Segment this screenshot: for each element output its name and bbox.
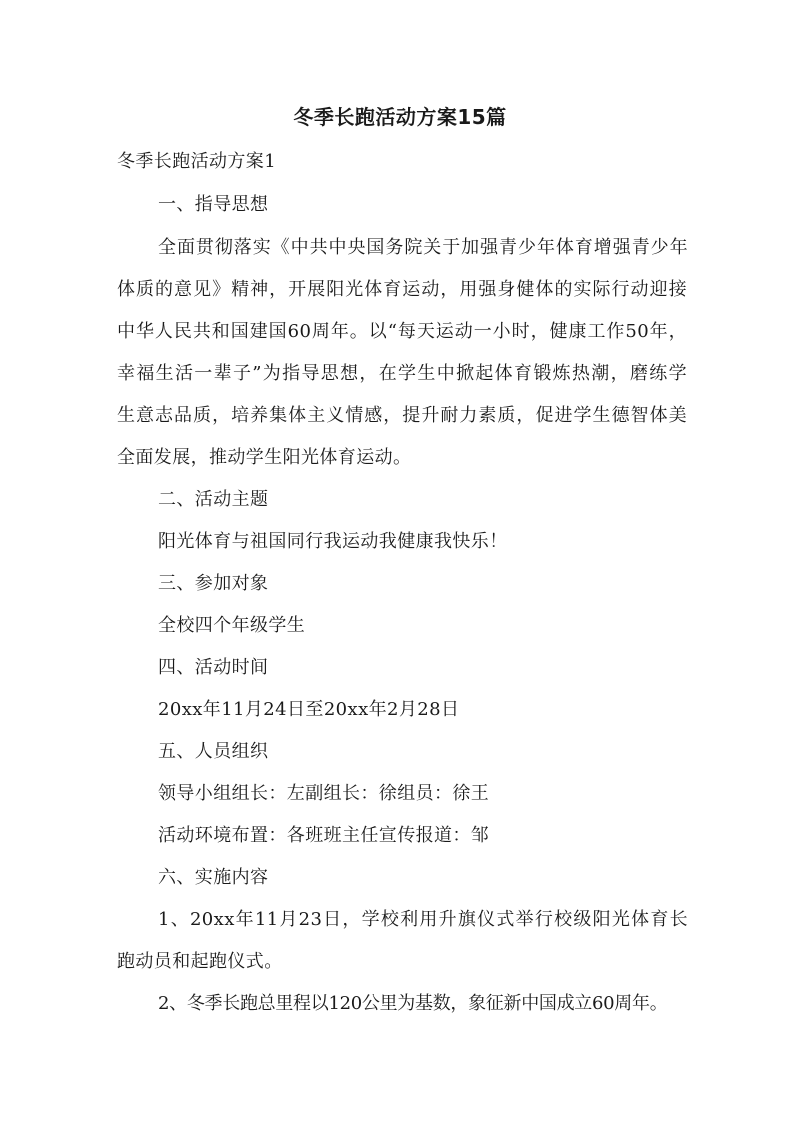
paragraph-line: 生意志品质，培养集体主义情感，提升耐力素质，促进学生德智体美: [117, 405, 687, 426]
paragraph-line: 全面发展，推动学生阳光体育运动。: [117, 447, 412, 468]
time-text: 20xx年11月24日至20xx年2月28日: [158, 699, 460, 720]
section-heading-time: 四、活动时间: [158, 657, 269, 678]
organization-line: 活动环境布置：各班班主任宣传报道：邹: [158, 825, 490, 846]
paragraph-line: 中华人民共和国建国60周年。以“每天运动一小时，健康工作50年，: [117, 321, 687, 342]
paragraph-line: 幸福生活一辈子”为指导思想，在学生中掀起体育锻炼热潮，磨练学: [117, 363, 687, 384]
list-item-line: 跑动员和起跑仪式。: [117, 951, 283, 972]
participants-text: 全校四个年级学生: [158, 615, 306, 636]
list-item-line: 1、20xx年11月23日，学校利用升旗仪式举行校级阳光体育长: [158, 909, 688, 930]
plan-subtitle: 冬季长跑活动方案1: [117, 151, 277, 172]
section-heading-participants: 三、参加对象: [158, 573, 269, 594]
theme-text: 阳光体育与祖国同行我运动我健康我快乐！: [158, 531, 508, 552]
section-heading-guiding-thought: 一、指导思想: [158, 194, 269, 215]
document-title: 冬季长跑活动方案15篇: [293, 105, 507, 129]
paragraph-line: 全面贯彻落实《中共中央国务院关于加强青少年体育增强青少年: [158, 237, 688, 258]
section-heading-organization: 五、人员组织: [158, 741, 269, 762]
paragraph-line: 体质的意见》精神，开展阳光体育运动，用强身健体的实际行动迎接: [117, 279, 687, 300]
section-heading-implementation: 六、实施内容: [158, 867, 269, 888]
section-heading-theme: 二、活动主题: [158, 489, 269, 510]
list-item-line: 2、冬季长跑总里程以120公里为基数，象征新中国成立60周年。: [158, 993, 668, 1014]
organization-line: 领导小组组长：左副组长：徐组员：徐王: [158, 783, 490, 804]
